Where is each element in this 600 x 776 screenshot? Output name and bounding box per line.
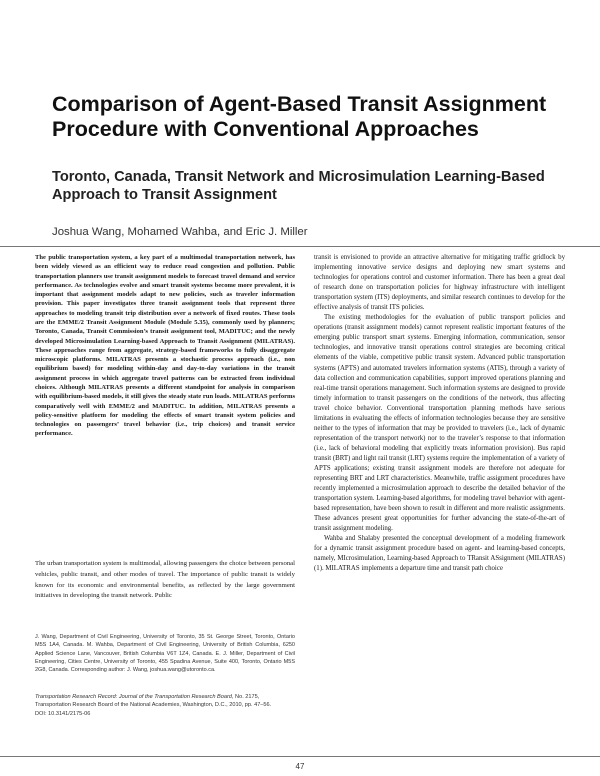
author-affiliations: J. Wang, Department of Civil Engineering, University of Toronto, 35 St. George Street, Toronto, Ontario M5S 1A4, Canada. M. Wahba, Department of Civil Engineering, University of British Columbia, 6250 Applied Science Lane, Vancouver, British Columbia V6T 1Z4, Canada. E. J. Miller, Department of Civil Engineering, Cities Centre, University of Toronto, 455 Spadina Avenue, Suite 400, Toronto, Ontario M5S 2G8, Canada. Corresponding author: J. Wang, joshua.wang@utoronto.ca. [35, 634, 295, 674]
intro-paragraph: The urban transportation system is multimodal, allowing passengers the choice between personal vehicles, public transit, and other modes of travel. The importance of public transit is widely known for its economic and environmental benefits, as reflected by the large government initiatives in developing the transit network. Public [35, 560, 295, 600]
right-column [314, 253, 565, 575]
paper-title: Comparison of Agent-Based Transit Assignment Procedure with Conventional Approaches [52, 92, 547, 141]
body-paragraph: The existing methodologies for the evaluation of public transport policies and operations (transit assignment models) cannot represent realistic important features of the emerging public transport smart systems. Emerging information, communication, sensor technologies, and innovative transit operations control strategies are becoming critical elements of the viable, competitive public transit system. Advanced public transportation systems (APTS) and automated travelers information systems (ATIS), through a variety of data collection and communication capabilities, support improved operations planning and real-time transit operations management. Such information systems are designed to provide timely information to transit passengers on the conditions of the network, thus affecting travel choice behavior. Conventional transportation planning methods have serious limitations in evaluating the effects of information technologies because they are sensitive neither to the types of information that may be provided to travelers (i.e., lack of dynamic representation of the transport network) nor to the traveler’s response to that information (i.e., lack of behavioral modeling that explicitly treats information provision). Bus rapid transit (BRT) and light rail transit (LRT) systems require the implementation of a variety of APTS applications; existing transit assignment models are therefore not adequate for representing BRT and LRT characteristics. Meanwhile, traffic assignment procedures have recently implemented a microsimulation approach to describe the detailed behavior of the transportation system. Learning-based algorithms, for modeling travel behavior with agent-based representation, have been shown to result in different and more realistic assignments. These advances present great opportunities for further advancing the state-of-the-art of transit assignment modeling. [314, 314, 565, 533]
page-number: 47 [295, 762, 305, 771]
abstract: The public transportation system, a key part of a multimodal transportation network, has been widely viewed as an efficient way to reduce road congestion and pollution. Public transportation planners use transit assignment models to forecast travel demand and service performance. As technologies evolve and smart transit systems become more prevalent, it is important that assignment models adapt to new policies, such as traveler information provision. This paper investigates three transit assignment tools that represent three approaches to modeling transit trip distribution over a network of fixed routes. These tools are the EMME/2 Transit Assignment Module (Module 5.35), commonly used by planners; Toronto, Canada, Transit Commission’s transit assignment tool, MADITUC; and the newly developed Microsimulation Learning-based Approach to Transit Assignment (MILATRAS). These approaches range from aggregate, strategy-based frameworks to fully disaggregate microscopic platforms. MILATRAS presents a stochastic process approach (i.e., non equilibrium based) for modeling within-day and day-to-day variations in the transit assignment process in which aggregate travel patterns can be extracted from individual choices. Although MILATRAS presents a different standpoint for analysis in comparison with equilibrium-based models, it still gives the steady state run loads. MILATRAS performs comparatively well with EMME/2 and MADITUC. In addition, MILATRAS presents a policy-sensitive platform for modeling the effects of smart transit system policies and technologies on passengers’ travel behavior (i.e., trip choices) and transit service performance. [35, 254, 295, 438]
paper-subtitle: Toronto, Canada, Transit Network and Microsimulation Learning-Based Approach to Transit Assignment [52, 169, 545, 203]
body-paragraph: transit is envisioned to provide an attractive alternative for mitigating traffic gridlock by implementing innovative service designs and deploying new smart systems and technologies for operations control and customer information. There has been a great deal of research done on transportation policies for highway infrastructure with intelligent transportation system (ITS) deployments, and similar research continues to develop for the effective analysis of transit ITS policies. [314, 254, 565, 312]
left-column [35, 253, 295, 717]
journal-name: Transportation Research Record: Journal of the Transportation Research Board, [35, 694, 234, 700]
journal-details: No. 2175, Transportation Research Board of the National Academies, Washington, D.C., 2010, pp. 47–56. [35, 694, 272, 709]
journal-doi: DOI: 10.3141/2175-06 [35, 710, 91, 717]
journal-citation [35, 693, 295, 718]
body-paragraph: Wahba and Shalaby presented the conceptual development of a modeling framework for a dynamic transit assignment procedure based on agent- and learning-based concepts, namely, MIcrosimulation, Learning-based Approach to TRansit ASsignment (MILATRAS) (1). MILATRAS implements a departure time and transit path choice [314, 535, 565, 573]
footer-divider [0, 756, 600, 757]
header-divider [0, 246, 600, 247]
author-list: Joshua Wang, Mohamed Wahba, and Eric J. Miller [52, 226, 308, 238]
